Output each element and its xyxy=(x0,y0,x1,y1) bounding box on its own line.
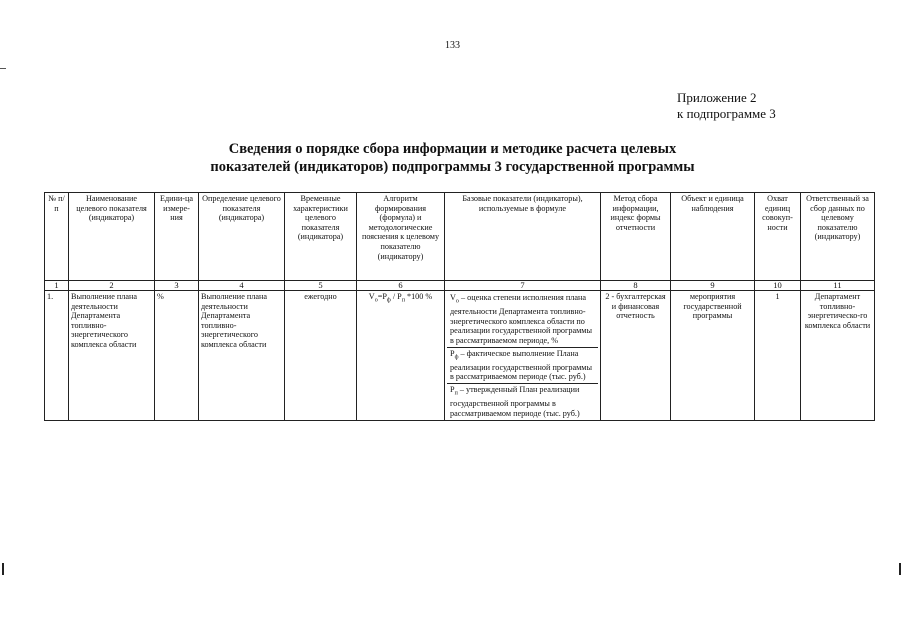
column-number: 4 xyxy=(199,281,285,291)
title-line-1: Сведения о порядке сбора информации и методике расчета целевых xyxy=(228,141,677,157)
unit: % xyxy=(155,291,199,421)
column-number: 11 xyxy=(801,281,875,291)
scan-tick xyxy=(0,68,6,69)
header-cell-6: Алгоритм формирования (формула) и методологические пояснения к целевому показателю (индикатору) xyxy=(357,193,445,281)
base-indicators xyxy=(445,291,601,421)
header-cell-5: Временные характеристики целевого показателя (индикатора) xyxy=(285,193,357,281)
coverage: 1 xyxy=(755,291,801,421)
responsible: Департамент топливно-энергетическо-го комплекса области xyxy=(801,291,875,421)
column-number: 8 xyxy=(601,281,671,291)
table-row xyxy=(45,291,875,421)
appendix-line-2: к подпрограмме 3 xyxy=(677,106,776,121)
column-number: 7 xyxy=(445,281,601,291)
collection-method: 2 - бухгалтерская и финансовая отчетность xyxy=(601,291,671,421)
time-characteristics: ежегодно xyxy=(285,291,357,421)
header-cell-1: № п/п xyxy=(45,193,69,281)
base-indicator-pp: $Р_п$ – утвержденный План реализации государственной программы в рассматриваемом периоде (тыс. руб.) xyxy=(450,385,580,418)
column-number: 2 xyxy=(69,281,155,291)
pp-description: – утвержденный План реализации государственной программы в рассматриваемом периоде (тыс. руб.) xyxy=(450,385,580,418)
header-cell-9: Объект и единица наблюдения xyxy=(671,193,755,281)
header-row xyxy=(45,193,875,281)
column-number: 10 xyxy=(755,281,801,291)
indicators-table xyxy=(44,192,875,421)
column-number: 9 xyxy=(671,281,755,291)
header-cell-10: Охват единиц совокуп-ности xyxy=(755,193,801,281)
title-line-2: показателей (индикаторов) подпрограммы 3 государственной программы xyxy=(210,159,695,175)
page-number: 133 xyxy=(445,40,460,51)
formula xyxy=(357,291,445,421)
column-number: 3 xyxy=(155,281,199,291)
base-indicator-pf: $Р_ф$ – фактическое выполнение Плана реализации государственной программы в рассматриваемом периоде (тыс. руб.) xyxy=(447,348,598,384)
column-number: 6 xyxy=(357,281,445,291)
indicator-definition: Выполнение плана деятельности Департамента топливно-энергетического комплекса области xyxy=(199,291,285,421)
vo-description: – оценка степени исполнения плана деятельности Департамента топливно-энергетического комплекса области по реализации государственной программы в рассматриваемом периоде, % xyxy=(450,293,592,346)
observation-object: мероприятия государственной программы xyxy=(671,291,755,421)
header-cell-4: Определение целевого показателя (индикатора) xyxy=(199,193,285,281)
header-cell-8: Метод сбора информации, индекс формы отчетности xyxy=(601,193,671,281)
formula-text: $V_о=Р_ф / Р_п$ *100 % xyxy=(368,292,433,304)
column-number: 1 xyxy=(45,281,69,291)
row-number: 1. xyxy=(45,291,69,421)
pf-description: – фактическое выполнение Плана реализации государственной программы в рассматриваемом периоде (тыс. руб.) xyxy=(450,348,592,382)
scan-mark-left xyxy=(2,563,4,575)
header-cell-2: Наименование целевого показателя (индикатора) xyxy=(69,193,155,281)
header-cell-7: Базовые показатели (индикаторы), используемые в формуле xyxy=(445,193,601,281)
scan-mark-right xyxy=(899,563,901,575)
header-cell-3: Едини-ца измере-ния xyxy=(155,193,199,281)
base-indicator-vo: $V_о$ – оценка степени исполнения плана деятельности Департамента топливно-энергетического комплекса области по реализации государственной программы в рассматриваемом периоде, % xyxy=(447,292,598,348)
document-title xyxy=(0,140,905,176)
column-number: 5 xyxy=(285,281,357,291)
header-cell-11: Ответственный за сбор данных по целевому показателю (индикатору) xyxy=(801,193,875,281)
appendix-note xyxy=(677,90,776,122)
indicator-name: Выполнение плана деятельности Департамента топливно-энергетического комплекса области xyxy=(69,291,155,421)
column-number-row xyxy=(45,281,875,291)
appendix-line-1: Приложение 2 xyxy=(677,90,757,105)
